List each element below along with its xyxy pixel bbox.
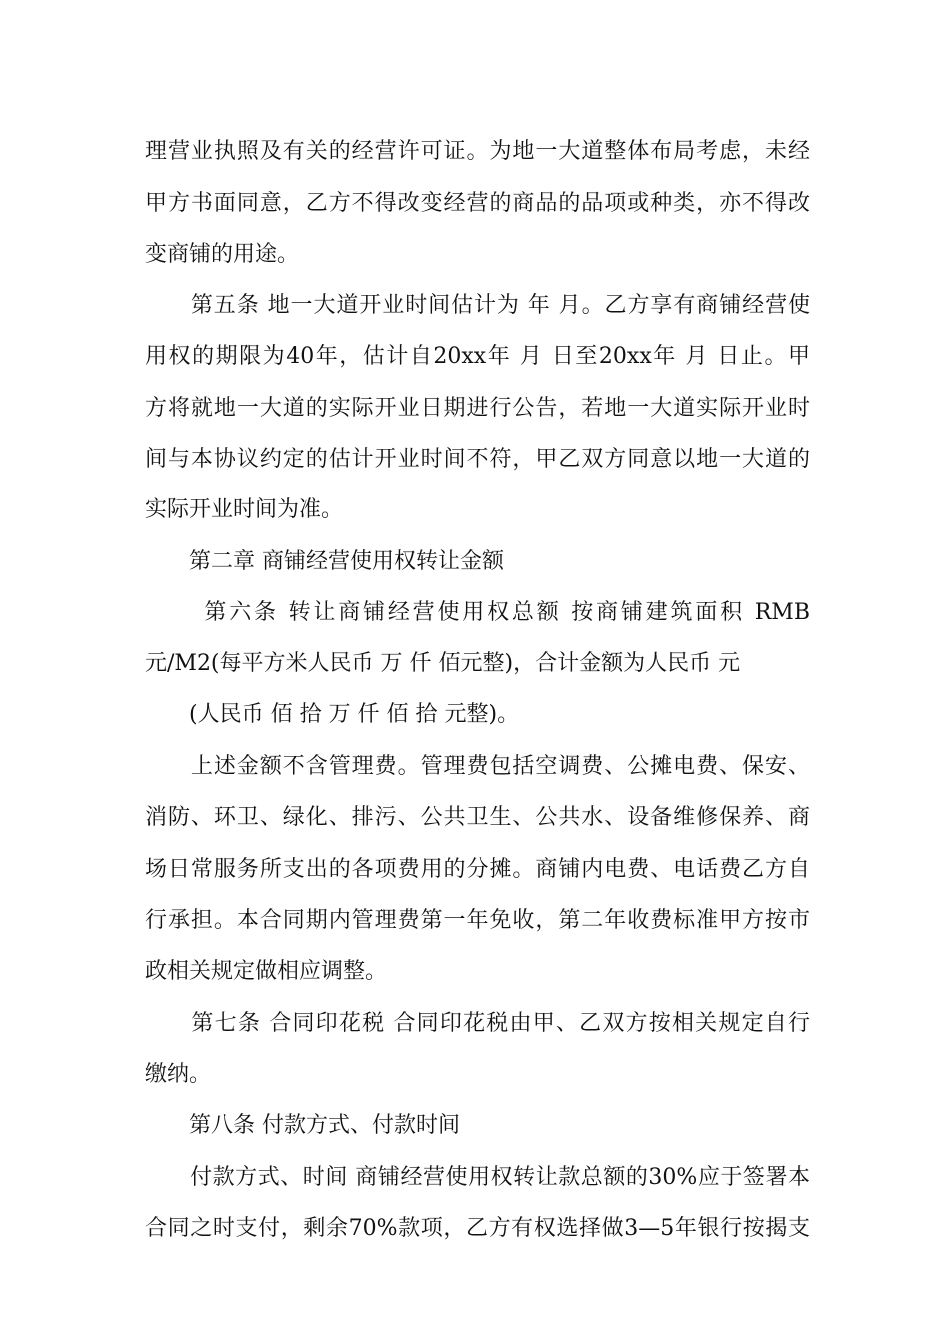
- text-line: 第七条 合同印花税 合同印花税由甲、乙双方按相关规定自行: [145, 1011, 810, 1036]
- text-line: 消防、环卫、绿化、排污、公共卫生、公共水、设备维修保养、商: [145, 805, 810, 830]
- text-line: (人民币 佰 拾 万 仟 佰 拾 元整)。: [145, 702, 520, 727]
- text-line: 政相关规定做相应调整。: [145, 959, 388, 984]
- text-line: 合同之时支付，剩余70%款项，乙方有权选择做3—5年银行按揭支: [145, 1216, 810, 1241]
- chapter-heading: 第二章 商铺经营使用权转让金额: [145, 549, 504, 574]
- text-line: 场日常服务所支出的各项费用的分摊。商铺内电费、电话费乙方自: [145, 857, 810, 882]
- text-line: 用权的期限为40年，估计自20xx年 月 日至20xx年 月 日止。甲: [145, 344, 810, 369]
- section-heading: 第八条 付款方式、付款时间: [145, 1113, 460, 1138]
- text-line: 行承担。本合同期内管理费第一年免收，第二年收费标准甲方按市: [145, 908, 810, 933]
- text-line: 甲方书面同意，乙方不得改变经营的商品的品项或种类，亦不得改: [145, 191, 810, 216]
- text-line: 理营业执照及有关的经营许可证。为地一大道整体布局考虑，未经: [145, 139, 810, 164]
- text-line: 变商铺的用途。: [145, 242, 300, 267]
- text-line: 第五条 地一大道开业时间估计为 年 月。乙方享有商铺经营使: [145, 293, 810, 318]
- text-line: 方将就地一大道的实际开业日期进行公告，若地一大道实际开业时: [145, 396, 810, 421]
- text-line: 间与本协议约定的估计开业时间不符，甲乙双方同意以地一大道的: [145, 447, 810, 472]
- text-line: 付款方式、时间 商铺经营使用权转让款总额的30%应于签署本: [145, 1165, 810, 1190]
- text-line: 缴纳。: [145, 1062, 212, 1087]
- text-line: 实际开业时间为准。: [145, 497, 344, 522]
- text-line: 上述金额不含管理费。管理费包括空调费、公摊电费、保安、: [145, 754, 810, 779]
- text-line: 元/M2(每平方米人民币 万 仟 佰元整)，合计金额为人民币 元: [145, 651, 741, 676]
- text-line: 第六条 转让商铺经营使用权总额 按商铺建筑面积 RMB: [145, 600, 810, 625]
